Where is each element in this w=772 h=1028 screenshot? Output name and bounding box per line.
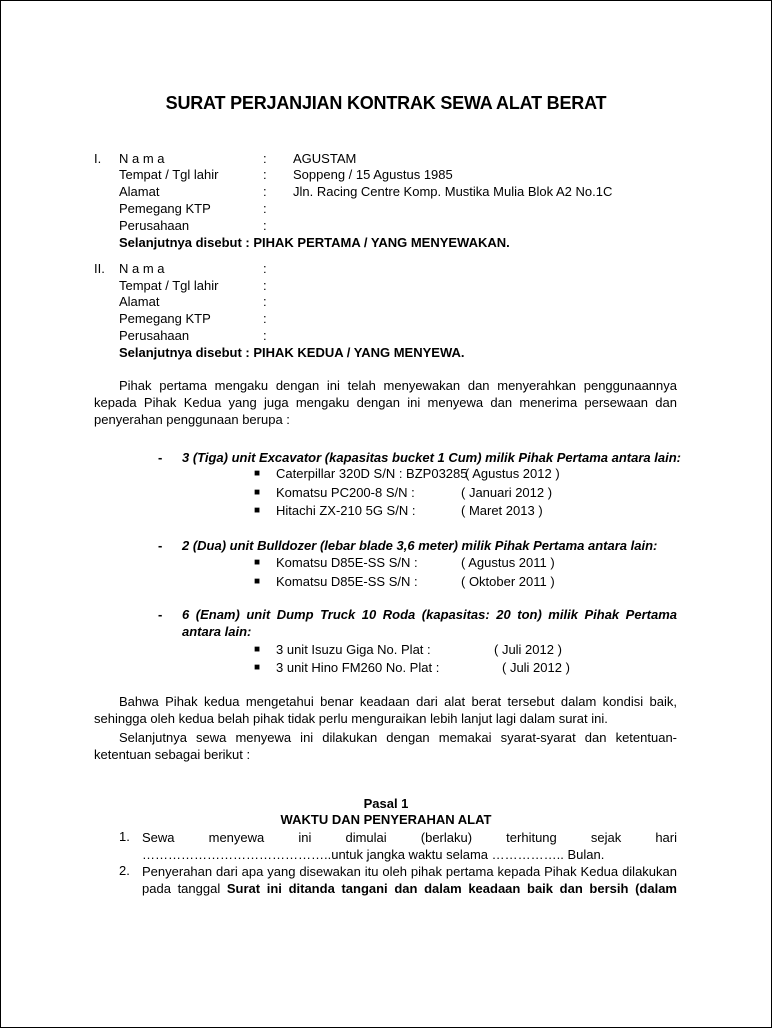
bullet-icon: ■ [254,644,261,655]
party-1-colon-company: : [263,218,267,233]
article-title: WAKTU DAN PENYERAHAN ALAT [280,812,492,827]
party-2-label-company: Perusahaan [119,328,190,343]
group-2-heading: 2 (Dua) unit Bulldozer (lebar blade 3,6 meter) milik Pihak Pertama antara lain: [182,538,658,553]
party-2-designation: Selanjutnya disebut : PIHAK KEDUA / YANG MENYEWA. [119,345,465,360]
party-1-value-name: AGUSTAM [293,151,357,166]
group-2-item-1-date: ( Agustus 2011 ) [461,555,555,570]
bullet-icon: ■ [254,487,261,498]
group-1-dash: - [158,450,163,465]
condition-paragraph: Bahwa Pihak kedua mengetahui benar keadaan dari alat berat tersebut dalam kondisi baik, sehingga oleh kedua belah pihak tidak perlu menguraikan lebih lanjut lagi dalam surat ini. [94,694,677,726]
group-3-dash: - [158,607,163,622]
article-item-2-number: 2. [119,863,130,878]
party-1-value-ttl: Soppeng / 15 Agustus 1985 [293,167,453,182]
party-1-value-address: Jln. Racing Centre Komp. Mustika Mulia Blok A2 No.1C [293,184,613,199]
article-item-1-text: Sewa menyewa ini dimulai (berlaku) terhitung sejak hari ……………………………………..untuk jangka waktu selama …………….. Bulan. [142,830,677,862]
group-2-dash: - [158,538,163,553]
article-item-2-text-bold: Surat ini ditanda tangani dan dalam keadaan baik dan bersih (dalam [226,881,677,896]
party-2-colon-ttl: : [263,278,267,293]
group-1-item-2-unit: Komatsu PC200-8 S/N : [276,485,415,500]
group-1-heading: 3 (Tiga) unit Excavator (kapasitas bucket 1 Cum) milik Pihak Pertama antara lain: [182,450,681,465]
group-1-item-2-date: ( Januari 2012 ) [461,485,553,500]
party-1-label-address: Alamat [119,184,160,199]
group-3-item-1-unit: 3 unit Isuzu Giga No. Plat : [276,642,431,657]
group-2-item-2-unit: Komatsu D85E-SS S/N : [276,574,418,589]
party-1-colon-address: : [263,184,267,199]
group-1-item-1-unit: Caterpillar 320D S/N : BZP03285 [276,466,468,481]
party-1-colon-ttl: : [263,167,267,182]
bullet-icon: ■ [254,505,261,516]
group-3-item-2-unit: 3 unit Hino FM260 No. Plat : [276,660,440,675]
party-1-designation: Selanjutnya disebut : PIHAK PERTAMA / YANG MENYEWAKAN. [119,235,510,250]
party-2-colon-name: : [263,261,267,276]
party-2-colon-company: : [263,328,267,343]
group-3-item-1-date: ( Juli 2012 ) [494,642,562,657]
group-2-item-2-date: ( Oktober 2011 ) [461,574,555,589]
article-number: Pasal 1 [363,796,409,811]
party-2-number: II. [94,261,105,276]
party-1-number: I. [94,151,102,166]
article-item-2-text [142,863,677,897]
bullet-icon: ■ [254,662,261,673]
party-1-colon-ktp: : [263,201,267,216]
party-1-label-ktp: Pemegang KTP [119,201,211,216]
terms-paragraph: Selanjutnya sewa menyewa ini dilakukan dengan memakai syarat-syarat dan ketentuan-ketentuan sebagai berikut : [94,730,677,762]
group-1-item-3-date: ( Maret 2013 ) [461,503,543,518]
group-1-item-3-unit: Hitachi ZX-210 5G S/N : [276,503,416,518]
party-2-label-ktp: Pemegang KTP [119,311,211,326]
group-3-heading: 6 (Enam) unit Dump Truck 10 Roda (kapasitas: 20 ton) milik Pihak Pertama antara lain: [182,607,677,639]
bullet-icon: ■ [254,576,261,587]
party-2-colon-ktp: : [263,311,267,326]
party-1-label-ttl: Tempat / Tgl lahir [119,167,219,182]
party-2-label-ttl: Tempat / Tgl lahir [119,278,219,293]
party-1-label-company: Perusahaan [119,218,190,233]
group-3-item-2-date: ( Juli 2012 ) [502,660,570,675]
party-2-label-name: N a m a [119,261,165,276]
bullet-icon: ■ [254,468,261,479]
group-2-item-1-unit: Komatsu D85E-SS S/N : [276,555,418,570]
party-2-label-address: Alamat [119,294,160,309]
intro-paragraph: Pihak pertama mengaku dengan ini telah menyewakan dan menyerahkan penggunaannya kepada Pihak Kedua yang juga mengaku dengan ini menyewa dan menerima persewaan dan penyerahan penggunaan berupa : [94,378,677,427]
article-item-1-number: 1. [119,829,130,844]
document-title: SURAT PERJANJIAN KONTRAK SEWA ALAT BERAT [165,93,607,113]
article-item-2-text-normal: Penyerahan dari apa yang disewakan itu oleh pihak pertama kepada Pihak Kedua dilakukan pada tanggal [142,864,677,896]
group-1-item-1-date: ( Agustus 2012 ) [465,466,560,481]
party-2-colon-address: : [263,294,267,309]
party-1-label-name: N a m a [119,151,165,166]
bullet-icon: ■ [254,557,261,568]
party-1-colon-name: : [263,151,267,166]
